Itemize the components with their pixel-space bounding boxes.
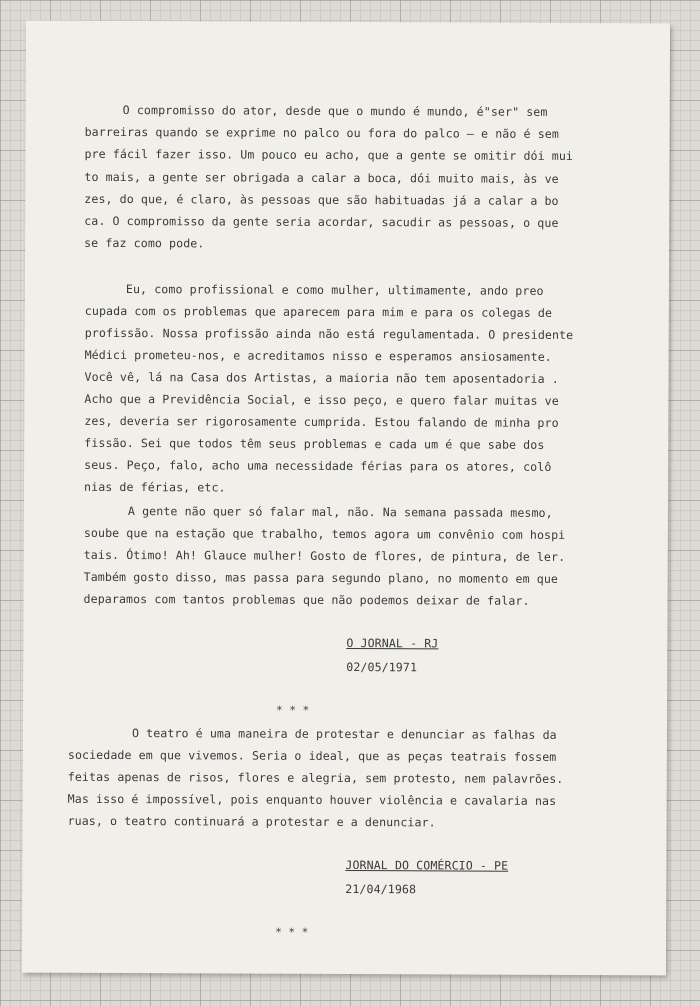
text-line: ruas, o teatro continuará a protestar e a denunciar.	[67, 813, 436, 830]
source-date: 02/05/1971	[346, 660, 418, 675]
text-line: feitas apenas de risos, flores e alegria, sem protesto, nem palavrões.	[67, 769, 564, 786]
text-line: cupada com os problemas que aparecem para mim e para os colegas de	[84, 303, 553, 320]
text-line: deparamos com tantos problemas que não podemos deixar de falar.	[83, 591, 530, 608]
text-line: Mas isso é impossível, pois enquanto houver violência e cavalaria nas	[67, 791, 557, 808]
paragraph-commitment	[26, 21, 670, 251]
text-line: barreiras quando se exprime no palco ou fora do palco — e não é sem	[84, 124, 559, 141]
text-line: Médici prometeu-nos, e acreditamos nisso e esperamos ansiosamente.	[84, 347, 552, 364]
text-line: profissão. Nossa profissão ainda não está regulamentada. O presidente	[84, 325, 574, 342]
section-separator: * * *	[276, 703, 310, 717]
text-line: tais. Ótimo! Ah! Glauce mulher! Gosto de flores, de pintura, de ler.	[83, 547, 566, 564]
text-line: O compromisso do ator, desde que o mundo é mundo, é"ser" sem	[122, 103, 548, 119]
text-line: pre fácil fazer isso. Um pouco eu acho, que a gente se omitir dói mui	[84, 146, 574, 163]
text-line: Acho que a Previdência Social, e isso peço, e quero falar muitas ve	[84, 391, 559, 408]
source-newspaper: JORNAL DO COMÉRCIO - PE	[345, 858, 509, 873]
text-line: O teatro é uma maneira de protestar e denunciar as falhas da	[131, 726, 557, 742]
source-date: 21/04/1968	[345, 882, 417, 897]
source-newspaper: O JORNAL - RJ	[346, 636, 439, 651]
text-line: Você vê, lá na Casa dos Artistas, a maioria não tem aposentadoria .	[84, 369, 559, 386]
text-line: soube que na estação que trabalho, temos agora um convênio com hospi	[83, 525, 566, 542]
text-line: to mais, a gente ser obrigada a calar a boca, dói muito mais, às ve	[84, 169, 559, 186]
text-line: se faz como pode.	[84, 235, 205, 251]
text-line: seus. Peço, falo, acho uma necessidade férias para os atores, colô	[84, 457, 552, 474]
section-separator: * * *	[275, 925, 309, 939]
text-line: ca. O compromisso da gente seria acordar, sacudir as pessoas, o que	[84, 213, 559, 230]
text-line: Eu, como profissional e como mulher, ultimamente, ando preo	[125, 282, 544, 298]
text-line: A gente não quer só falar mal, não. Na semana passada mesmo,	[127, 504, 553, 520]
paper-sheet	[22, 21, 670, 976]
text-line: sociedade em que vivemos. Seria o ideal, que as peças teatrais fossem	[67, 747, 557, 764]
text-line: nias de férias, etc.	[84, 479, 226, 495]
text-line: zes, do que, é claro, às pessoas que são habituadas já a calar a bo	[84, 191, 559, 208]
text-line: fissão. Sei que todos têm seus problemas e cada um é que sabe dos	[84, 435, 545, 452]
text-line: zes, deveria ser rigorosamente cumprida. Estou falando de minha pro	[84, 413, 559, 430]
text-line: Também gosto disso, mas passa para segundo plano, no momento em que	[83, 569, 559, 586]
